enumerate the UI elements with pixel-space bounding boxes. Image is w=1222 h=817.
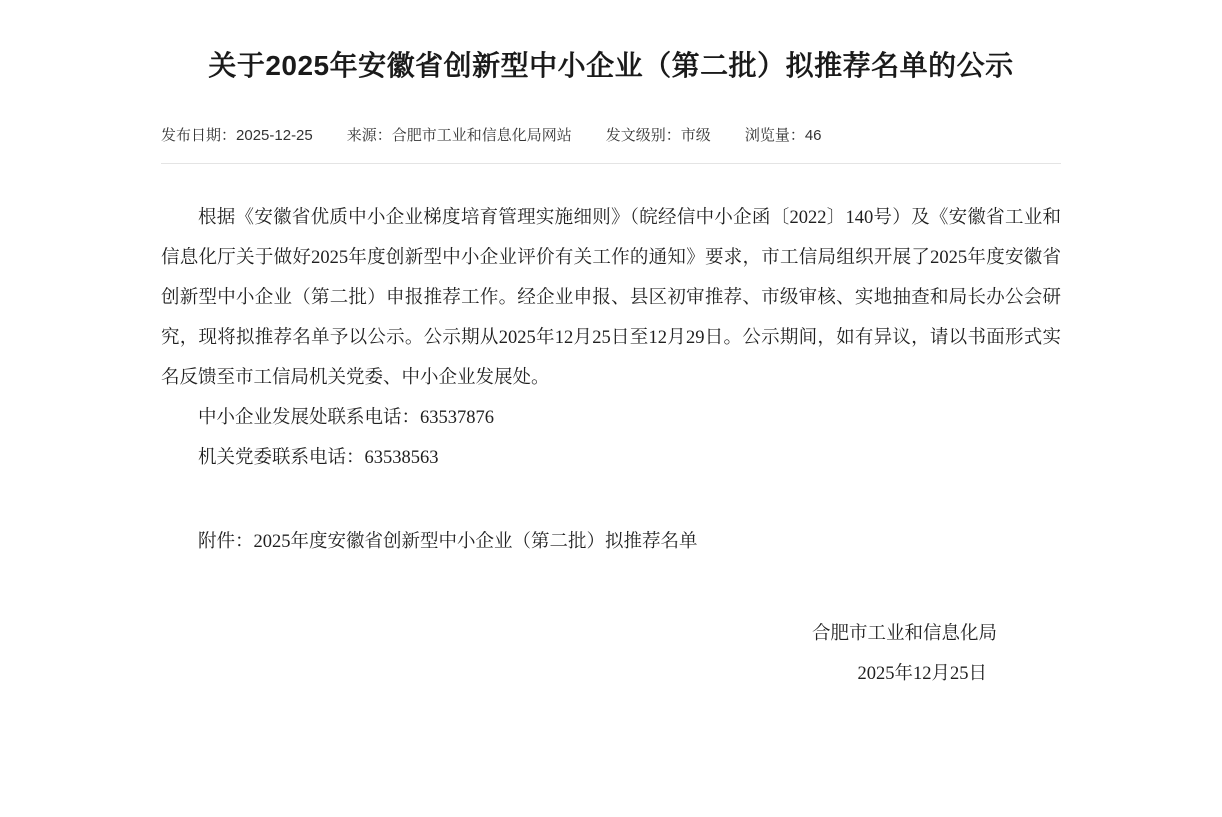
meta-views-label: 浏览量： (744, 127, 805, 144)
meta-source-value: 合肥市工业和信息化局网站 (391, 127, 572, 144)
meta-views (745, 124, 822, 145)
meta-views-value: 46 (804, 127, 822, 144)
article-container (161, 0, 1061, 694)
signature-block (161, 614, 1061, 694)
meta-publish-date (161, 124, 313, 145)
meta-source-label: 来源： (346, 127, 392, 144)
attachment-line: 附件：2025年度安徽省创新型中小企业（第二批）拟推荐名单 (198, 532, 698, 552)
article-meta (161, 124, 1061, 164)
signature-org: 合肥市工业和信息化局 (811, 624, 997, 644)
meta-level (606, 124, 711, 145)
meta-publish-date-value: 2025-12-25 (236, 127, 313, 144)
meta-publish-date-label: 发布日期： (161, 127, 237, 144)
signature-date: 2025年12月25日 (857, 664, 987, 684)
paragraph-contact-party: 机关党委联系电话：63538563 (198, 448, 439, 468)
article-body (161, 198, 1061, 694)
paragraph-main: 根据《安徽省优质中小企业梯度培育管理实施细则》（皖经信中小企函〔2022〕140号）及《安徽省工业和信息化厅关于做好2025年度创新型中小企业评价有关工作的通知》要求，市工信局组织开展了2025年度安徽省创新型中小企业（第二批）申报推荐工作。经企业申报、县区初审推荐、市级审核、实地抽查和局长办公会研究，现将拟推荐名单予以公示。公示期从2025年12月25日至12月29日。公示期间，如有异议，请以书面形式实名反馈至市工信局机关党委、中小企业发展处。 (161, 208, 1061, 388)
meta-level-label: 发文级别： (605, 127, 681, 144)
paragraph-contact-sme: 中小企业发展处联系电话：63537876 (198, 408, 495, 428)
page-title: 关于2025年安徽省创新型中小企业（第二批）拟推荐名单的公示 (208, 50, 1014, 81)
meta-source (347, 124, 572, 145)
meta-level-value: 市级 (680, 127, 711, 144)
